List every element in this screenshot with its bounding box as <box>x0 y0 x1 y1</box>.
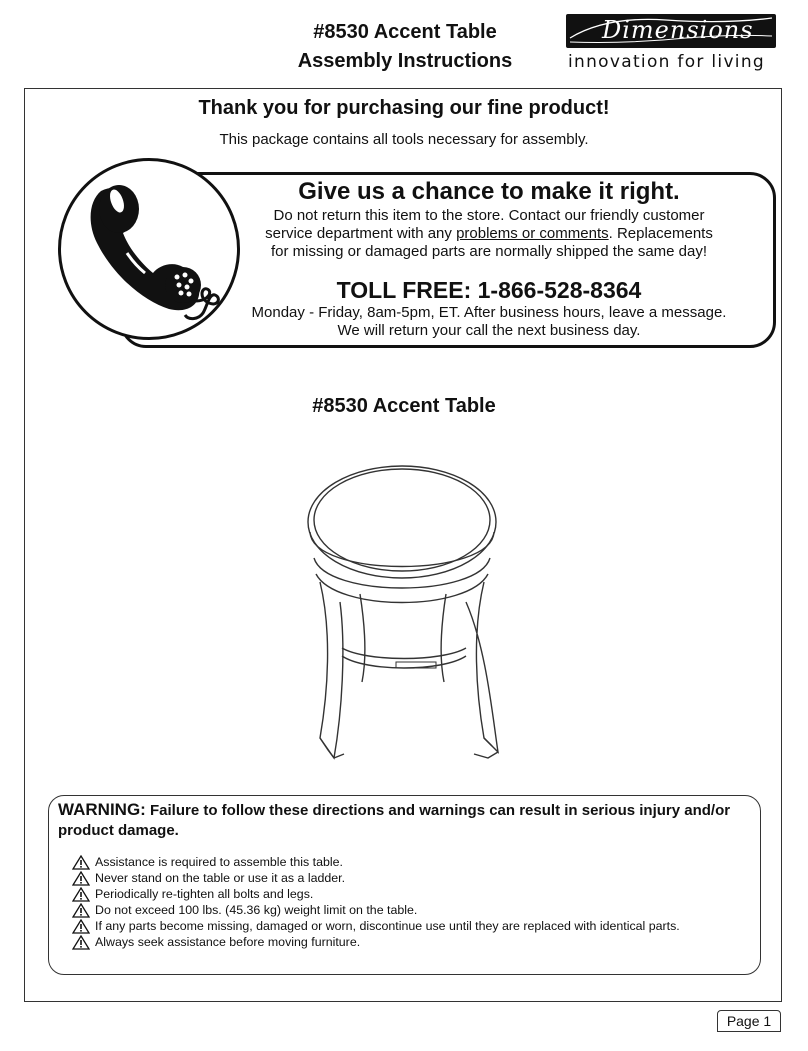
toll-free-number: TOLL FREE: 1-866-528-8364 <box>336 277 642 303</box>
list-item <box>72 934 680 950</box>
phone-badge <box>58 158 240 340</box>
warning-triangle-icon <box>72 919 90 934</box>
warning-item-text: Periodically re-tighten all bolts and legs. <box>95 887 314 901</box>
warning-item-text: Always seek assistance before moving furniture. <box>95 935 361 949</box>
contact-headline: Give us a chance to make it right. <box>298 178 680 205</box>
package-note: This package contains all tools necessary for assembly. <box>219 131 589 148</box>
warning-item-text: Never stand on the table or use it as a ladder. <box>95 871 346 885</box>
list-item <box>72 870 680 886</box>
list-item <box>72 854 680 870</box>
logo-bar <box>566 14 776 48</box>
contact-line-3: for missing or damaged parts are normally shipped the same day! <box>270 243 708 260</box>
warning-heading <box>58 800 748 841</box>
product-title: #8530 Accent Table <box>312 395 496 417</box>
contact-line-2-pre: service department with any <box>265 225 457 242</box>
warning-list <box>72 854 680 950</box>
warning-item-text: If any parts become missing, damaged or worn, discontinue use until they are replaced with identical parts. <box>95 919 680 933</box>
warning-triangle-icon <box>72 903 90 918</box>
warning-item-text: Do not exceed 100 lbs. (45.36 kg) weight limit on the table. <box>95 903 418 917</box>
warning-triangle-icon <box>72 871 90 886</box>
business-hours: Monday - Friday, 8am-5pm, ET. After business hours, leave a message. <box>251 304 727 321</box>
warning-triangle-icon <box>72 887 90 902</box>
list-item <box>72 886 680 902</box>
contact-line-2 <box>230 225 748 243</box>
title-line-1: #8530 Accent Table <box>313 21 497 43</box>
contact-line-2-post: . Replacements <box>608 225 713 242</box>
contact-text <box>230 177 748 340</box>
accent-table-illustration <box>296 462 512 768</box>
brand-logo <box>566 14 778 72</box>
warning-label: WARNING: <box>58 800 146 819</box>
warning-triangle-icon <box>72 855 90 870</box>
document-title <box>250 18 560 76</box>
page-number: Page 1 <box>717 1010 781 1032</box>
title-line-2: Assembly Instructions <box>297 50 513 72</box>
logo-tagline: innovation for living <box>568 52 765 72</box>
callback-note: We will return your call the next business day. <box>337 322 641 339</box>
list-item <box>72 918 680 934</box>
telephone-handset-icon <box>61 161 237 337</box>
logo-brand-text: Dimensions <box>602 16 754 44</box>
problems-comments-link[interactable]: problems or comments <box>456 225 609 242</box>
warning-item-text: Assistance is required to assemble this table. <box>95 855 343 869</box>
list-item <box>72 902 680 918</box>
warning-text: Failure to follow these directions and warnings can result in serious injury and/or product damage. <box>58 802 731 839</box>
warning-triangle-icon <box>72 935 90 950</box>
thanks-heading: Thank you for purchasing our fine product! <box>198 97 610 119</box>
contact-line-1: Do not return this item to the store. Contact our friendly customer <box>273 207 705 224</box>
